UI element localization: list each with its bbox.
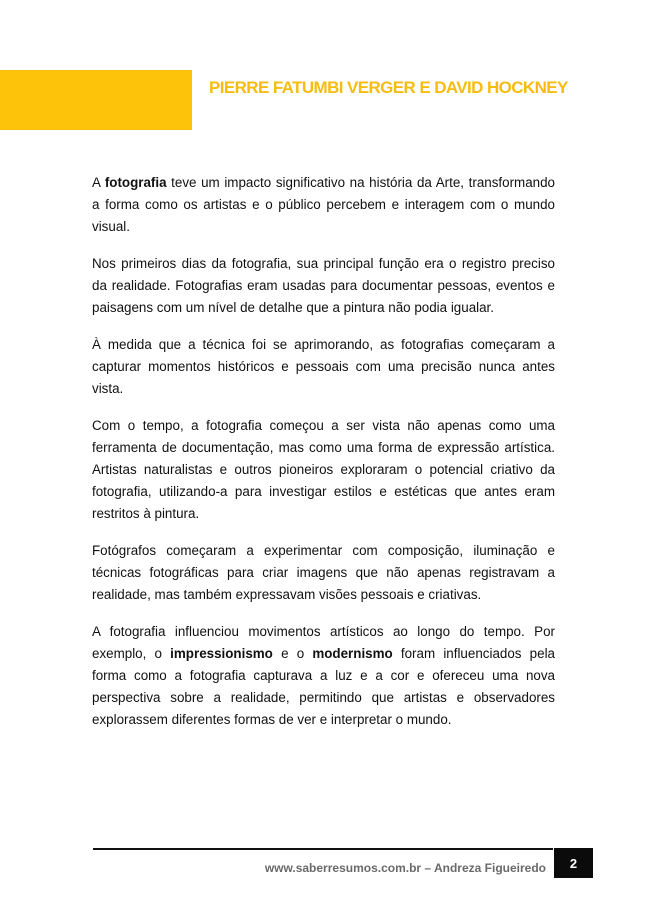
page-title: PIERRE FATUMBI VERGER E DAVID HOCKNEY bbox=[209, 78, 568, 97]
footer-divider bbox=[93, 848, 553, 850]
bold-term-fotografia: fotografia bbox=[104, 175, 167, 190]
p6-text-c: e o bbox=[272, 646, 313, 661]
paragraph-1 bbox=[92, 172, 555, 238]
header-accent-band bbox=[0, 70, 192, 130]
p6-text-a: A fotografia influenciou movimentos artísticos ao longo do tempo. Por exemplo, o bbox=[92, 624, 555, 661]
p6-text-d: foram influenciados pela forma como a fotografia capturava a luz e a cor e ofereceu uma nova perspectiva sobre a realidade, permitindo que artistas e observadores explorassem diferentes formas de ver e interpretar o mundo. bbox=[92, 646, 555, 727]
paragraph-6 bbox=[92, 621, 555, 731]
page-number-badge bbox=[554, 848, 593, 878]
paragraph-3: À medida que a técnica foi se aprimorando, as fotografias começaram a capturar momentos históricos e pessoais com uma precisão nunca antes vista. bbox=[92, 337, 555, 396]
p1-text-a: A bbox=[92, 175, 105, 190]
bold-term-impressionismo: impressionismo bbox=[170, 646, 273, 661]
paragraph-5: Fotógrafos começaram a experimentar com composição, iluminação e técnicas fotográficas para criar imagens que não apenas registravam a realidade, mas também expressavam visões pessoais e criativas. bbox=[92, 543, 555, 602]
p1-text-c: teve um impacto significativo na história da Arte, transformando a forma como os artistas e o público percebem e interagem com o mundo visual. bbox=[92, 175, 555, 234]
footer-credit: www.saberresumos.com.br – Andreza Figueiredo bbox=[264, 861, 546, 875]
bold-term-modernismo: modernismo bbox=[312, 646, 393, 661]
body-text bbox=[92, 172, 555, 746]
paragraph-4: Com o tempo, a fotografia começou a ser vista não apenas como uma ferramenta de documentação, mas como uma forma de expressão artística. Artistas naturalistas e outros pioneiros exploraram o potencial criativo da fotografia, utilizando-a para investigar estilos e estéticas que antes eram restritos à pintura. bbox=[92, 418, 555, 521]
paragraph-2: Nos primeiros dias da fotografia, sua principal função era o registro preciso da realidade. Fotografias eram usadas para documentar pessoas, eventos e paisagens com um nível de detalhe que a pintura não podia igualar. bbox=[92, 256, 555, 315]
page-number: 2 bbox=[569, 855, 578, 871]
